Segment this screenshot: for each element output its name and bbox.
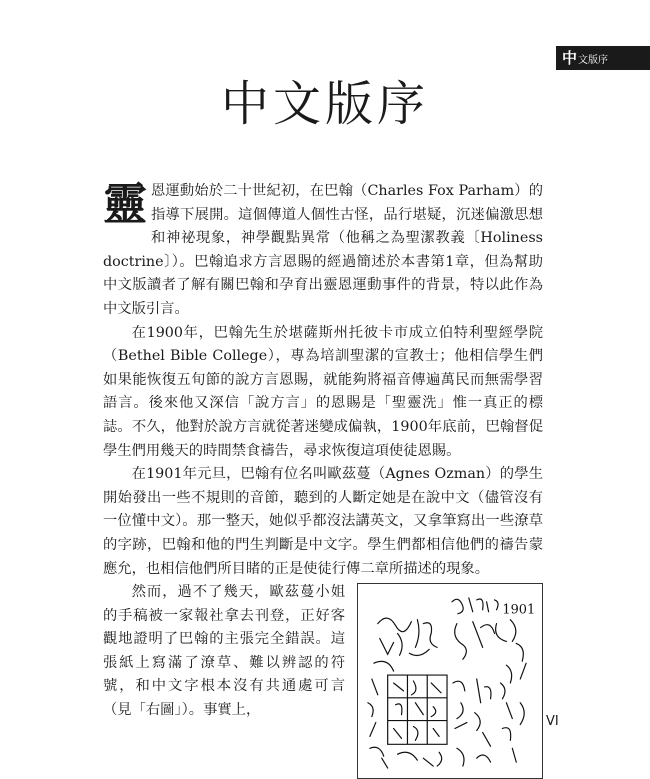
body-text	[103, 180, 543, 779]
paragraph-1	[103, 180, 543, 322]
page-number: VI	[546, 714, 559, 729]
paragraph-3: 在1901年元旦，巴翰有位名叫歐茲蔓（Agnes Ozman）的學生開始發出一些不規則的音節，聽到的人斷定她是在說中文（儘管沒有一位懂中文）。那一整天，她似乎都沒法講英文，又拿筆寫出一些潦草的字跡，巴翰和他的門生判斷是中文字。學生們都相信他們的禱告蒙應允，也相信他們所目睹的正是使徒行傳二章所描述的現象。	[103, 466, 543, 577]
section-tab	[556, 46, 650, 70]
handwriting-scan-image	[358, 584, 542, 778]
section-tab-big-char: 中	[562, 49, 578, 67]
handwritten-year: 1901	[502, 602, 536, 618]
drop-cap: 靈	[103, 179, 147, 230]
handwriting-strokes	[368, 598, 535, 768]
paragraph-1-text: 恩運動始於二十世紀初，在巴翰（Charles Fox Parham）的指導下展開。這個傳道人個性古怪，品行堪疑，沉迷偏激思想和神祕現象，神學觀點異常（他稱之為聖潔教義〔Holiness doctrine〕）。巴翰追求方言恩賜的經過簡述於本書第1章，但為幫助中文版讀者了解有關巴翰和孕育出靈恩運動事件的背景，特以此作為中文版引言。	[103, 183, 543, 317]
page-title: 中文版序	[220, 76, 429, 132]
paragraph-4: 然而，過不了幾天，歐茲蔓小姐的手稿被一家報社拿去刊登，正好客觀地證明了巴翰的主張完全錯誤。這張紙上寫滿了潦草、難以辨認的符號，和中文字根本沒有共通處可言（見「右圖」）。事實上，	[103, 584, 345, 719]
paragraph-2: 在1900年，巴翰先生於堪薩斯州托彼卡市成立伯特利聖經學院（Bethel Bible College），專為培訓聖潔的宣教士；他相信學生們如果能恢復五旬節的說方言恩賜，就能夠將福音傳遍萬民而無需學習語言。後來他又深信「說方言」的恩賜是「聖靈洗」惟一真正的標誌。不久，他對於說方言就從著迷變成偏執，1900年底前，巴翰督促學生們用幾天的時間禁食禱告，尋求恢復這項使徒恩賜。	[103, 324, 543, 459]
section-tab-label: 文版序	[578, 55, 609, 66]
